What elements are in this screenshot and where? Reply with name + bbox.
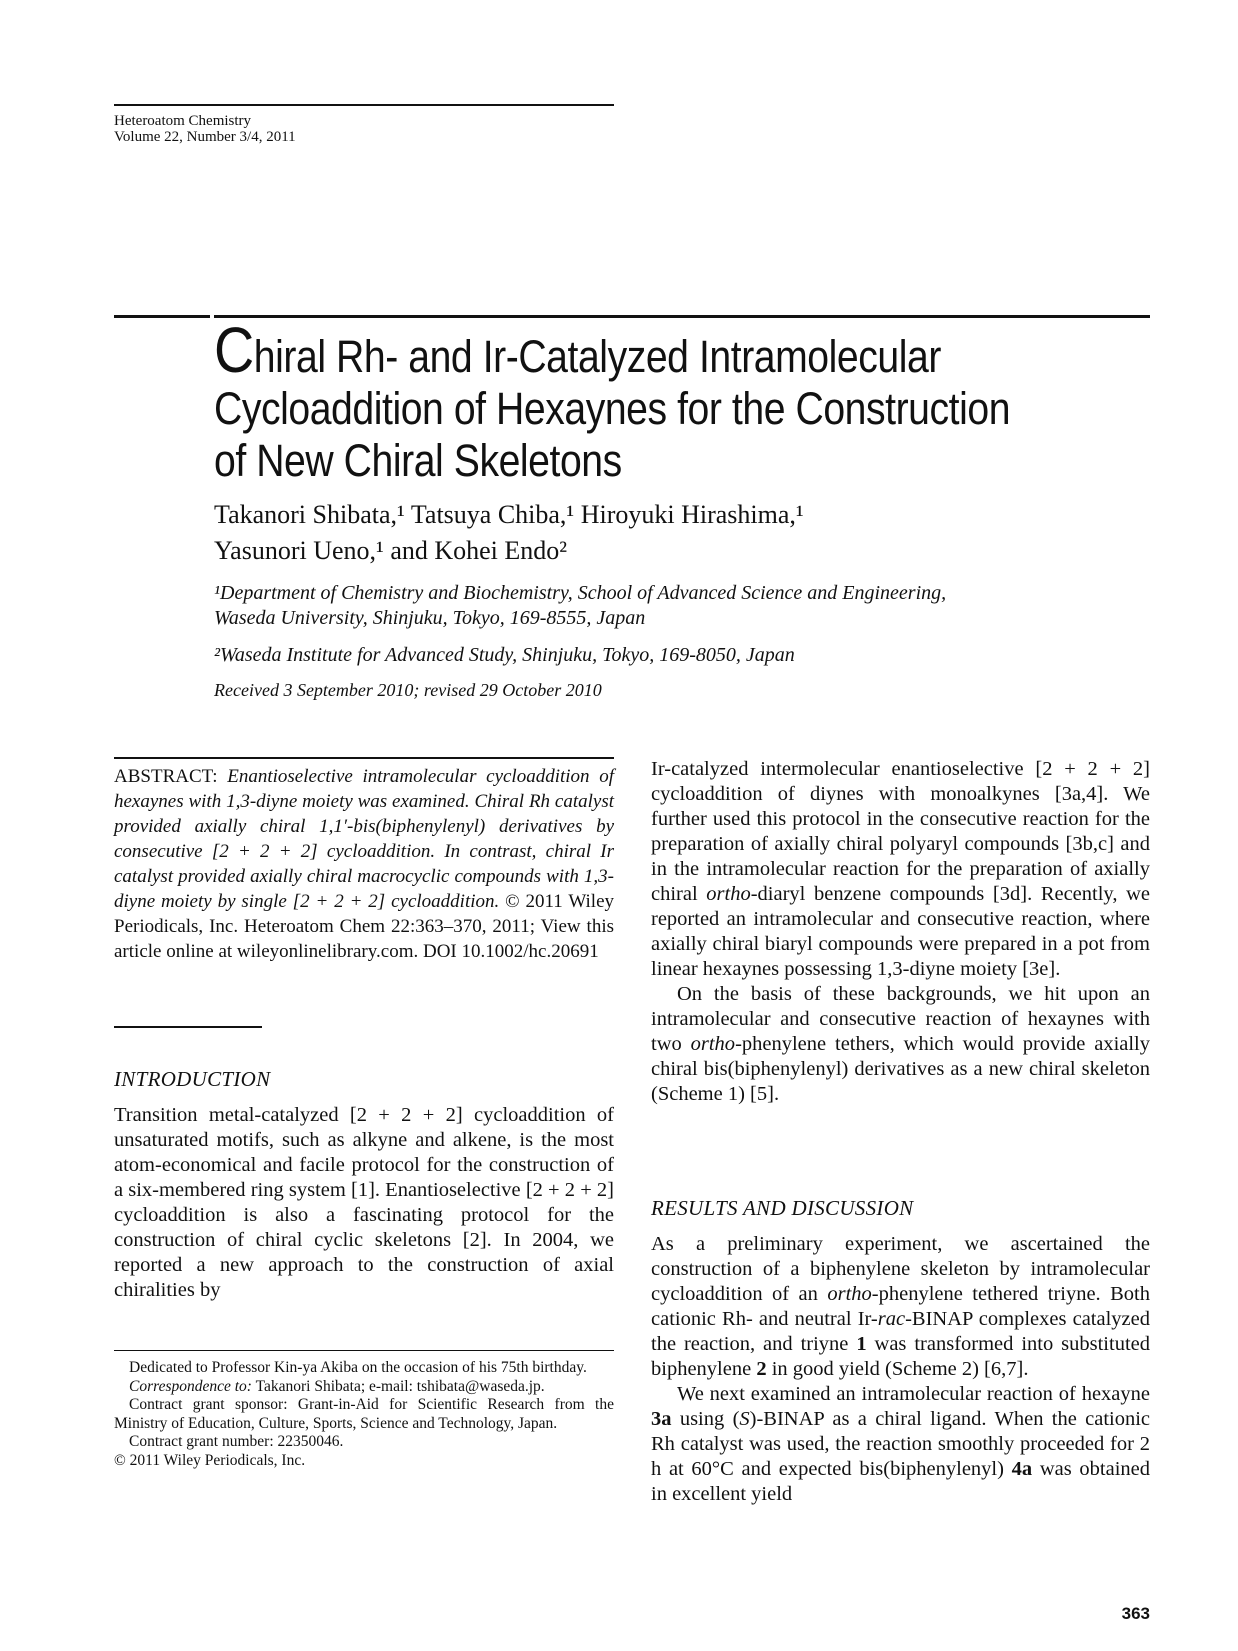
abstract-label: ABSTRACT: [114,766,218,787]
title-line-3: of New Chiral Skeletons [214,435,622,486]
text-run-italic: ortho [690,1033,736,1055]
footnote-grant-number: Contract grant number: 22350046. [129,1433,344,1450]
authors-line-1: Takanori Shibata,¹ Tatsuya Chiba,¹ Hiroyuki Hirashima,¹ [214,500,804,529]
introduction-text [114,1103,614,1303]
introduction-heading: INTRODUCTION [114,1067,271,1091]
text-run: was obtained in excellent yield [651,1458,1151,1505]
article-title [214,314,1049,487]
text-run: Ir-catalyzed intermolecular enantioselective [2 + 2 + 2] cycloaddition of diynes with monoalkynes [3a,4]. We further used this protocol in the consecutive reaction for the preparation of axially chiral polyaryl compounds [3b,c] and in the intramolecular reaction for the preparation of axially chiral [651,758,1150,905]
affiliation-1 [214,581,946,631]
text-run: was transformed into substituted biphenylene [651,1333,1150,1380]
author-list [214,497,804,569]
text-run: Takanori Shibata; e-mail: tshibata@waseda.jp. [255,1377,545,1395]
abstract-end-rule [114,1026,262,1028]
compound-number: 3a [651,1408,672,1430]
text-run-italic: rac [877,1308,906,1330]
footnote-copyright: © 2011 Wiley Periodicals, Inc. [114,1451,306,1469]
journal-header [114,104,614,145]
received-dates: Received 3 September 2010; revised 29 October 2010 [214,680,602,700]
right-column-text [651,757,1150,1107]
title-line-1: hiral Rh- and Ir-Catalyzed Intramolecular [253,331,941,382]
text-run: -diaryl benzene compounds [3d]. Recently, we reported an intramolecular and consecutive reaction, where axially chiral biaryl compounds were prepared in a pot from linear hexaynes possessing 1,3-diyne moiety [3e]. [651,883,1150,980]
text-run: using ( [679,1408,740,1430]
text-run-italic: Correspondence to: [129,1377,252,1395]
text-run-italic: S [739,1408,750,1430]
affiliation-2: ²Waseda Institute for Advanced Study, Shinjuku, Tokyo, 169-8050, Japan [214,644,795,666]
page-number: 363 [1121,1604,1150,1623]
abstract [114,757,614,964]
text-run-italic: ortho [827,1283,872,1305]
title-rule-right [214,315,1150,318]
results-heading: RESULTS AND DISCUSSION [651,1196,914,1220]
footnote-grant-sponsor: Contract grant sponsor: Grant-in-Aid for Scientific Research from the Ministry of Education, Culture, Sports, Science and Technology, Japan. [114,1396,614,1432]
text-run: We next examined an intramolecular reaction of hexayne [677,1383,1150,1405]
affiliation-1-line-2: Waseda University, Shinjuku, Tokyo, 169-8555, Japan [214,607,646,629]
paragraph-backgrounds [651,982,1150,1107]
authors-line-2: Yasunori Ueno,¹ and Kohei Endo² [214,536,568,565]
text-run: -phenylene tethered triyne. Both cationic Rh- and neutral Ir- [651,1283,1150,1330]
journal-name: Heteroatom Chemistry [114,113,252,129]
abstract-text: Enantioselective intramolecular cycloaddition of hexaynes with 1,3-diyne moiety was examined. Chiral Rh catalyst provided axially chiral 1,1′-bis(biphenylenyl) derivatives by consecutive [2 + 2 + 2] cycloaddition. In contrast, chiral Ir catalyst provided axially chiral macrocyclic compounds with 1,3-diyne moiety by single [2 + 2 + 2] cycloaddition. [114,766,614,912]
affiliation-1-line-1: ¹Department of Chemistry and Biochemistry, School of Advanced Science and Engineering, [214,582,947,604]
footnotes [114,1350,614,1470]
footnote-dedication: Dedicated to Professor Kin-ya Akiba on the occasion of his 75th birthday. [129,1359,587,1376]
results-paragraph-1 [651,1232,1150,1382]
journal-volume: Volume 22, Number 3/4, 2011 [114,129,296,145]
text-run: -phenylene tethers, which would provide axially chiral bis(biphenylenyl) derivatives as a new chiral skeleton (Scheme 1) [5]. [651,1033,1151,1105]
abstract-citation: © 2011 Wiley Periodicals, Inc. Heteroatom Chem 22:363–370, 2011; View this article online at wileyonlinelibrary.com. DOI 10.1002/hc.20691 [114,891,615,962]
text-run-italic: ortho [706,883,751,905]
results-text [651,1232,1150,1507]
compound-number: 1 [856,1333,867,1355]
title-line-2: Cycloaddition of Hexaynes for the Construction [214,383,1011,434]
text-run: On the basis of these backgrounds, we hit upon an intramolecular and consecutive reaction of hexaynes with two [651,983,1150,1055]
compound-number: 2 [756,1358,767,1380]
results-paragraph-2 [651,1382,1150,1507]
introduction-paragraph-1: Transition metal-catalyzed [2 + 2 + 2] cycloaddition of unsaturated motifs, such as alkyne and alkene, is the most atom-economical and facile protocol for the construction of a six-membered ring system [1]. Enantioselective [2 + 2 + 2] cycloaddition is also a fascinating protocol for the construction of chiral cyclic skeletons [2]. In 2004, we reported a new approach to the construction of axial chiralities by [114,1104,614,1301]
compound-number: 4a [1011,1458,1033,1480]
text-run: As a preliminary experiment, we ascertained the construction of a biphenylene skeleton by intramolecular cycloaddition of an [651,1233,1150,1305]
paragraph-continued [651,757,1150,982]
title-rule-left [114,315,210,318]
text-run: -BINAP complexes catalyzed the reaction, and triyne [651,1308,1150,1355]
text-run: )-BINAP as a chiral ligand. When the cationic Rh catalyst was used, the reaction smoothly proceeded for 2 h at 60°C and expected bis(biphenylenyl) [651,1408,1151,1480]
text-run: in good yield (Scheme 2) [6,7]. [771,1358,1029,1380]
footnote-correspondence [114,1378,614,1397]
title-initial: C [214,314,254,386]
